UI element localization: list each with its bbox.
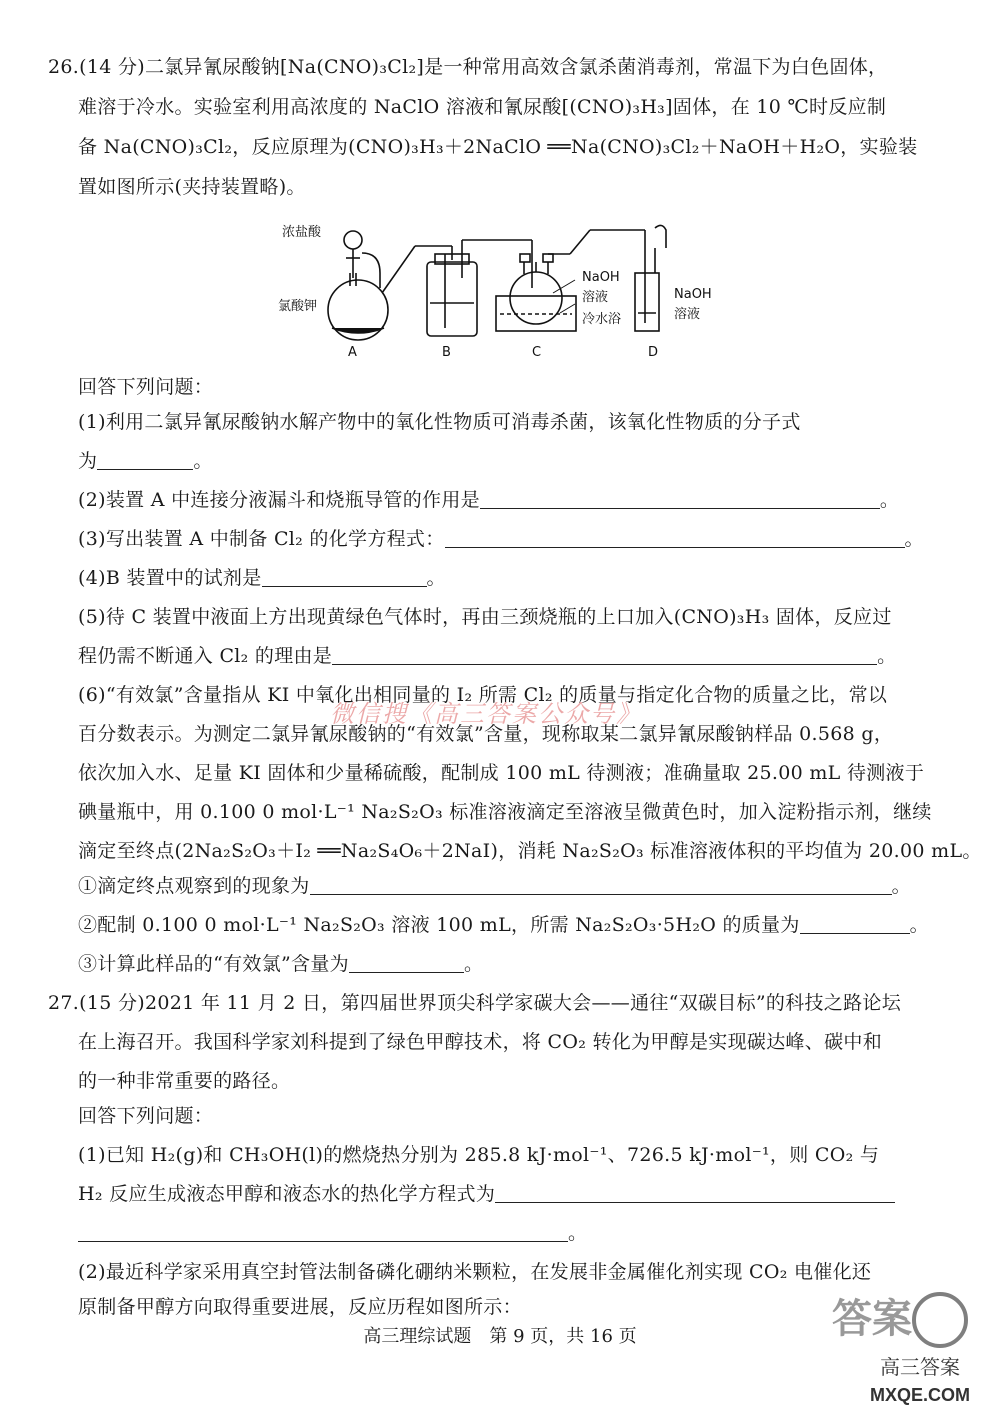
label-conc-hcl: 浓盐酸 [282, 225, 322, 240]
label-kclo3: 氯酸钾 [278, 299, 318, 314]
q26-p6-line-4: 碘量瓶中，用 0.100 0 mol·L⁻¹ Na₂S₂O₃ 标准溶液滴定至溶液呈微黄色时，加入淀粉指示剂，继续 [78, 801, 932, 823]
q27-p1-answer-blank-2[interactable] [78, 1221, 568, 1242]
label-cold-bath: 冷水浴 [582, 312, 622, 327]
page-footer: 高三理综试题 第 9 页，共 16 页 [363, 1326, 637, 1347]
q26-p6-sub2-line [78, 913, 929, 937]
q26-intro-line-2: 难溶于冷水。实验室利用高浓度的 NaClO 溶液和氰尿酸[(CNO)₃H₃]固体，在 10 ℃时反应制 [78, 96, 887, 118]
label-naoh-d-1: NaOH [674, 287, 712, 302]
period: 。 [904, 528, 924, 550]
q26-p1-text: 为 [78, 450, 98, 472]
q27-p2-line-1: (2)最近科学家采用真空封管法制备磷化硼纳米颗粒，在发展非金属催化剂实现 CO₂ 电催化还 [78, 1261, 872, 1283]
period: 。 [568, 1222, 588, 1244]
q26-p5-line-1: (5)待 C 装置中液面上方出现黄绿色气体时，再由三颈烧瓶的上口加入(CNO)₃H₃ 固体，反应过 [78, 606, 892, 628]
q27-intro-line-1: 27.(15 分)2021 年 11 月 2 日，第四届世界顶尖科学家碳大会——通往“双碳目标”的科技之路论坛 [48, 992, 902, 1014]
q27-p2-line-2: 原制备甲醇方向取得重要进展，反应历程如图所示： [78, 1296, 522, 1318]
q26-p4-answer-blank[interactable] [262, 566, 427, 587]
q26-p6-sub3-line [78, 952, 483, 976]
apparatus-diagram [270, 218, 730, 368]
q27-p1-line-3 [78, 1221, 587, 1245]
q26-intro-line-1: 26.(14 分)二氯异氰尿酸钠[Na(CNO)₃Cl₂]是一种常用高效含氯杀菌消毒剂，常温下为白色固体， [48, 56, 888, 78]
q26-p3-line [78, 527, 924, 551]
svg-text:答案: 答案 [832, 1296, 912, 1342]
q26-p2-answer-blank[interactable] [480, 488, 880, 509]
q26-p4-text: (4)B 装置中的试剂是 [78, 567, 262, 589]
q26-p1-line-1: (1)利用二氯异氰尿酸钠水解产物中的氧化性物质可消毒杀菌，该氧化性物质的分子式 [78, 411, 801, 433]
q26-p1-line-2 [78, 449, 213, 473]
label-naoh-d-2: 溶液 [674, 307, 701, 322]
q27-answer-prompt: 回答下列问题： [78, 1105, 214, 1127]
q26-p6-sub2-text: ②配制 0.100 0 mol·L⁻¹ Na₂S₂O₃ 溶液 100 mL，所需 Na₂S₂O₃·5H₂O 的质量为 [78, 914, 800, 936]
label-d: D [648, 345, 659, 360]
q27-intro-line-3: 的一种非常重要的路径。 [78, 1070, 291, 1092]
label-c: C [532, 345, 542, 360]
watermark: 微信搜《高三答案公众号》 [330, 700, 642, 728]
logo-url: MXQE.COM [869, 1385, 970, 1405]
period: 。 [909, 914, 929, 936]
q26-p6-line-2: 百分数表示。为测定二氯异氰尿酸钠的“有效氯”含量，现称取某二氯异氰尿酸钠样品 0.568 g， [78, 723, 894, 745]
q26-intro-line-3: 备 Na(CNO)₃Cl₂，反应原理为(CNO)₃H₃＋2NaClO ══Na(CNO)₃Cl₂＋NaOH＋H₂O，实验装 [78, 136, 918, 158]
q26-p3-text: (3)写出装置 A 中制备 Cl₂ 的化学方程式： [78, 528, 445, 550]
label-a: A [348, 345, 357, 360]
q27-p1-text: H₂ 反应生成液态甲醇和液态水的热化学方程式为 [78, 1183, 496, 1205]
q26-p6-sub3-text: ③计算此样品的“有效氯”含量为 [78, 953, 349, 975]
q26-p6-sub1-line [78, 874, 911, 898]
q26-p6-line-1: (6)“有效氯”含量指从 KI 中氧化出相同量的 I₂ 所需 Cl₂ 的质量与指定化合物的质量之比，常以 [78, 684, 888, 706]
period: 。 [877, 645, 897, 667]
q26-p6-sub2-answer-blank[interactable] [800, 913, 910, 934]
label-naoh-c-2: 溶液 [582, 290, 609, 305]
q26-p6-sub3-answer-blank[interactable] [349, 952, 464, 973]
q26-p4-line [78, 566, 446, 590]
period: 。 [463, 953, 484, 975]
label-naoh-c-1: NaOH [582, 270, 620, 285]
label-b: B [442, 345, 451, 360]
q26-p5-line-2 [78, 644, 896, 668]
q27-p1-answer-blank-1[interactable] [495, 1182, 895, 1203]
q26-p6-line-3: 依次加入水、足量 KI 固体和少量稀硫酸，配制成 100 mL 待测液；准确量取 25.00 mL 待测液于 [78, 762, 925, 784]
q27-p1-line-1: (1)已知 H₂(g)和 CH₃OH(l)的燃烧热分别为 285.8 kJ·mol⁻¹、726.5 kJ·mol⁻¹，则 CO₂ 与 [78, 1144, 880, 1166]
q26-p2-text: (2)装置 A 中连接分液漏斗和烧瓶导管的作用是 [78, 489, 480, 511]
q26-p2-line [78, 488, 899, 512]
period: 。 [879, 489, 900, 511]
q26-p3-answer-blank[interactable] [445, 527, 905, 548]
period: 。 [193, 450, 213, 472]
q27-p1-line-2 [78, 1182, 895, 1206]
q26-p5-answer-blank[interactable] [332, 644, 877, 665]
period: 。 [426, 567, 446, 589]
q27-intro-line-2: 在上海召开。我国科学家刘科提到了绿色甲醇技术，将 CO₂ 转化为甲醇是实现碳达峰、碳中和 [78, 1031, 883, 1053]
q26-p6-sub1-text: ①滴定终点观察到的现象为 [78, 875, 310, 897]
period: 。 [891, 875, 911, 897]
q26-p5-text: 程仍需不断通入 Cl₂ 的理由是 [78, 645, 333, 667]
logo-text: 高三答案 [880, 1355, 960, 1379]
q26-p6-sub1-answer-blank[interactable] [310, 874, 892, 895]
q26-p6-line-5: 滴定至终点(2Na₂S₂O₃＋I₂ ══Na₂S₄O₆＋2NaI)，消耗 Na₂S₂O₃ 标准溶液体积的平均值为 20.00 mL。 [78, 840, 982, 862]
q26-intro-line-4: 置如图所示(夹持装置略)。 [78, 176, 306, 198]
q26-p1-answer-blank[interactable] [97, 449, 193, 470]
q26-answer-prompt: 回答下列问题： [78, 376, 214, 398]
